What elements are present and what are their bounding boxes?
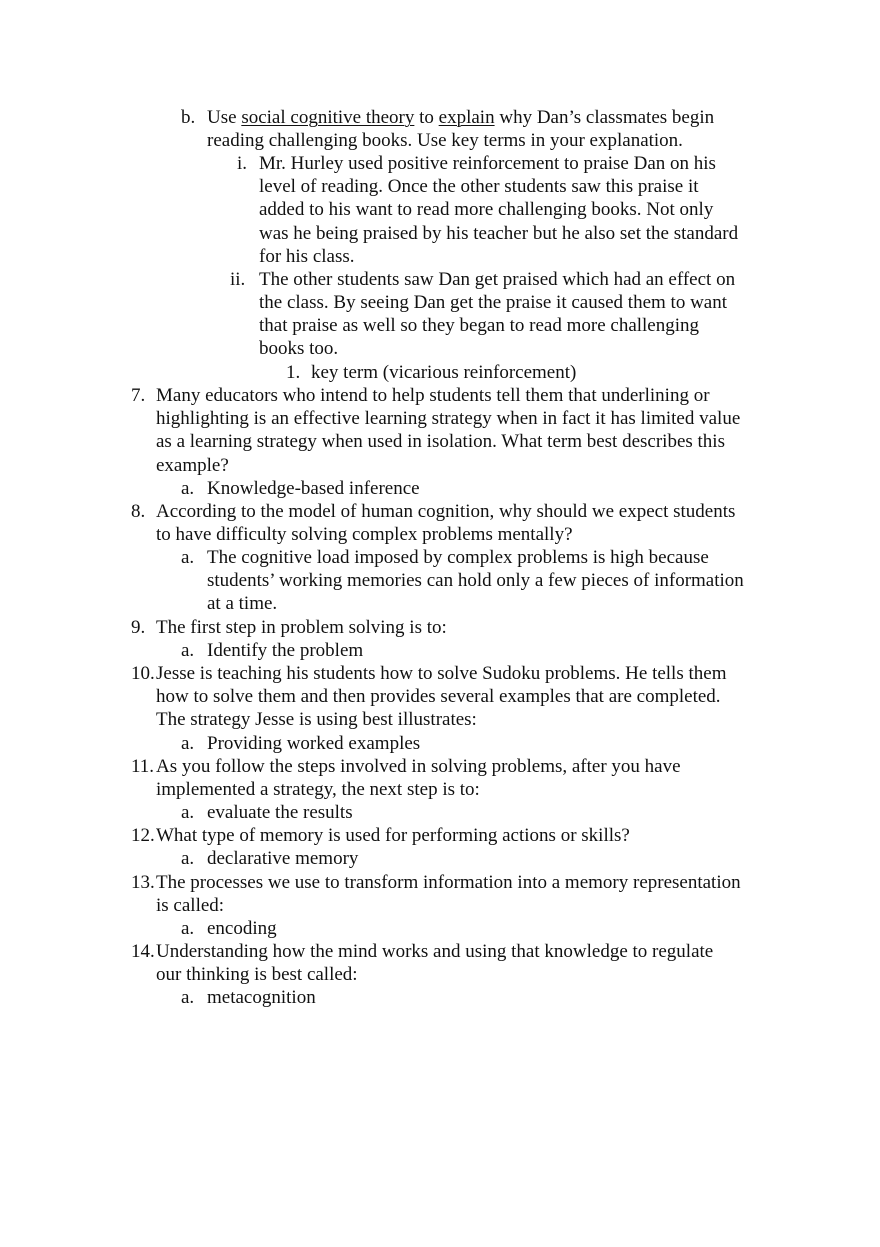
q14-line: our thinking is best called: — [156, 964, 358, 985]
q8-line: According to the model of human cognition, why should we expect students — [156, 501, 736, 522]
q10-number: 10. — [131, 663, 155, 684]
q8-number: 8. — [131, 501, 146, 522]
q6b-answer-ii-line: The other students saw Dan get praised which had an effect on — [259, 269, 736, 290]
q9-line: The first step in problem solving is to: — [156, 617, 447, 638]
q6b-answer-ii-line: the class. By seeing Dan get the praise it caused them to want — [259, 292, 728, 313]
q6b-prompt-line-2: reading challenging books. Use key terms in your explanation. — [207, 130, 683, 151]
q6b-answer-i-line: was he being praised by his teacher but he also set the standard — [259, 223, 739, 244]
q11-number: 11. — [131, 756, 155, 777]
q11-line: implemented a strategy, the next step is to: — [156, 779, 480, 800]
q9-answer-marker: a. — [181, 640, 195, 661]
q8-line: to have difficulty solving complex problems mentally? — [156, 524, 573, 545]
q7-line: Many educators who intend to help students tell them that underlining or — [156, 385, 710, 406]
q13-answer: encoding — [207, 918, 277, 939]
q6b-answer-i-line: for his class. — [259, 246, 355, 267]
underlined-term-explain: explain — [438, 107, 495, 128]
q12-answer-marker: a. — [181, 848, 195, 869]
q6b-marker: b. — [181, 107, 196, 128]
q10-line: The strategy Jesse is using best illustrates: — [156, 709, 477, 730]
q12-answer: declarative memory — [207, 848, 359, 869]
q11-answer-marker: a. — [181, 802, 195, 823]
q6b-answer-i-line: Mr. Hurley used positive reinforcement to praise Dan on his — [259, 153, 716, 174]
q8-answer-line: at a time. — [207, 593, 278, 614]
q10-line: Jesse is teaching his students how to solve Sudoku problems. He tells them — [156, 663, 727, 684]
q10-line: how to solve them and then provides several examples that are completed. — [156, 686, 721, 707]
q9-answer: Identify the problem — [207, 640, 364, 661]
q6b-sub1-text: key term (vicarious reinforcement) — [311, 362, 577, 383]
q14-answer: metacognition — [207, 987, 316, 1008]
q9-number: 9. — [131, 617, 146, 638]
q8-answer-line: students’ working memories can hold only a few pieces of information — [207, 570, 744, 591]
q6b-answer-i-marker: i. — [237, 153, 248, 174]
q6b-prompt-line-1: Use social cognitive theory to explain why Dan’s classmates begin — [207, 107, 715, 128]
q6b-sub1-marker: 1. — [286, 362, 301, 383]
q10-answer: Providing worked examples — [207, 733, 421, 754]
q11-answer: evaluate the results — [207, 802, 353, 823]
q13-answer-marker: a. — [181, 918, 195, 939]
q6b-answer-i-line: added to his want to read more challenging books. Not only — [259, 199, 714, 220]
q13-number: 13. — [131, 872, 155, 893]
q6b-answer-ii-marker: ii. — [230, 269, 246, 290]
q13-line: The processes we use to transform information into a memory representation — [156, 872, 741, 893]
q6b-answer-ii-line: that praise as well so they began to read more challenging — [259, 315, 700, 336]
q12-line: What type of memory is used for performing actions or skills? — [156, 825, 630, 846]
q6b-answer-i-line: level of reading. Once the other students saw this praise it — [259, 176, 699, 197]
q13-line: is called: — [156, 895, 225, 916]
q10-answer-marker: a. — [181, 733, 195, 754]
q7-line: example? — [156, 455, 229, 476]
q7-number: 7. — [131, 385, 146, 406]
q14-line: Understanding how the mind works and using that knowledge to regulate — [156, 941, 714, 962]
q14-answer-marker: a. — [181, 987, 195, 1008]
q14-number: 14. — [131, 941, 155, 962]
q12-number: 12. — [131, 825, 155, 846]
q6b-answer-ii-line: books too. — [259, 338, 339, 359]
q7-line: as a learning strategy when used in isolation. What term best describes this — [156, 431, 725, 452]
q8-answer-marker: a. — [181, 547, 195, 568]
q11-line: As you follow the steps involved in solving problems, after you have — [156, 756, 681, 777]
q8-answer-line: The cognitive load imposed by complex problems is high because — [207, 547, 709, 568]
q7-answer: Knowledge-based inference — [207, 478, 420, 499]
q7-answer-marker: a. — [181, 478, 195, 499]
q7-line: highlighting is an effective learning strategy when in fact it has limited value — [156, 408, 741, 429]
underlined-term-social-cognitive-theory: social cognitive theory — [241, 107, 415, 128]
